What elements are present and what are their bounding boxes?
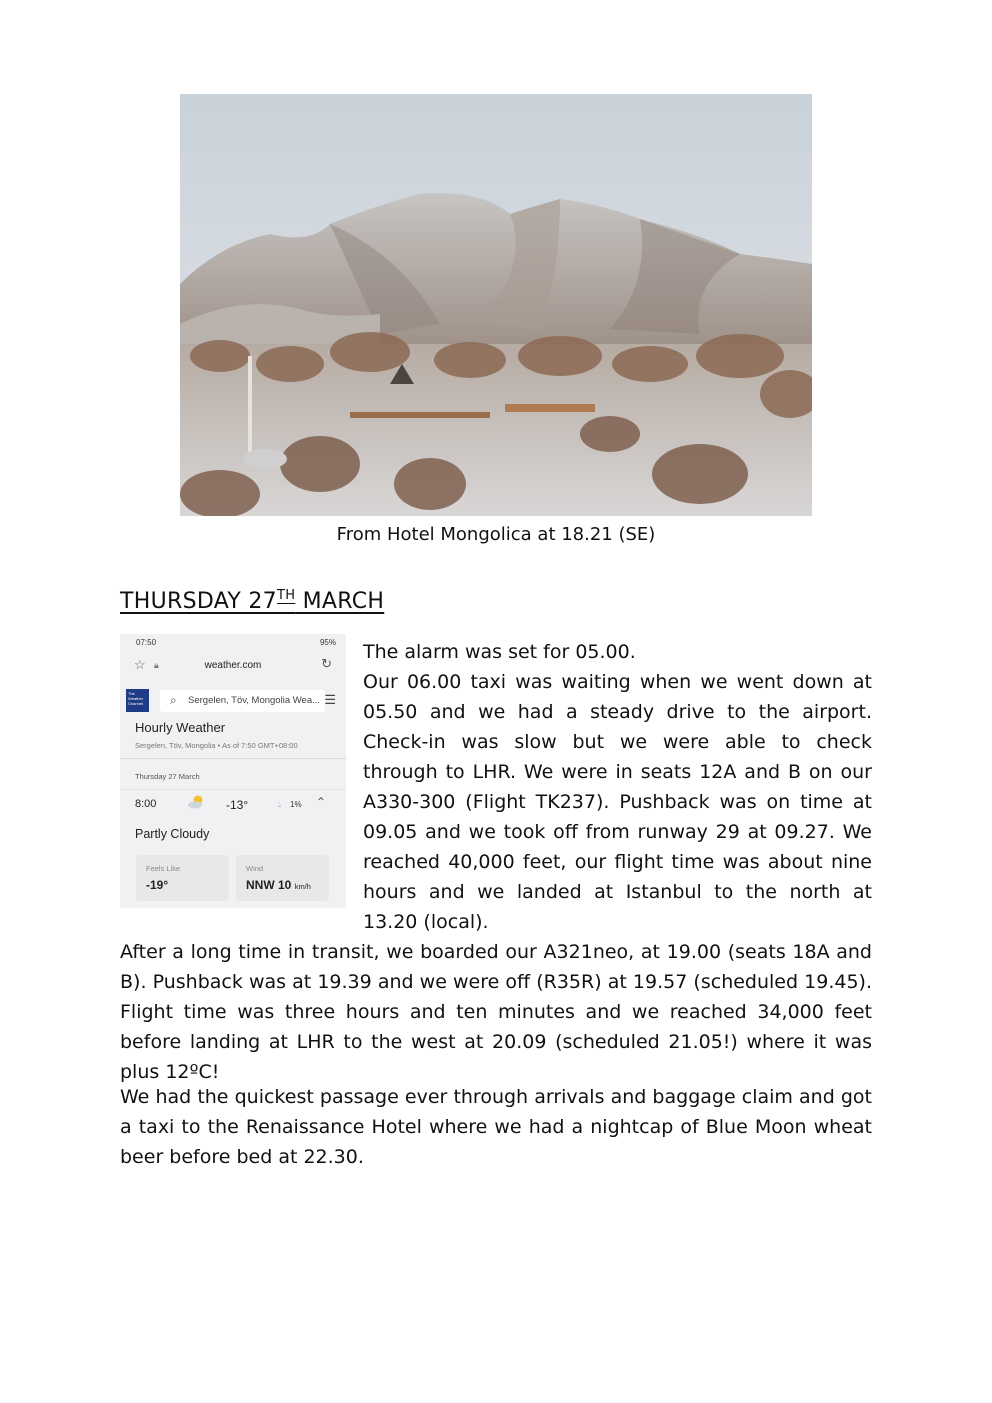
photo-caption: From Hotel Mongolica at 18.21 (SE) [336,524,656,545]
search-icon: ⌕ [170,693,177,707]
divider [120,758,346,759]
weather-date: Thursday 27 March [135,772,200,781]
paragraph-1-line-1: The alarm was set for 05.00. [363,641,636,663]
search-box [160,690,325,712]
wind-label: Wind [246,864,264,873]
lock-icon: 🔒︎ [154,660,159,670]
forecast-temperature: -13° [226,798,249,812]
paragraph-1 [363,637,872,937]
wind-unit: km/h [294,882,311,891]
feels-like-label: Feels Like [146,864,181,873]
battery-level: 95% [319,638,336,647]
wind-value: NNW 10 [246,878,292,892]
forecast-time: 8:00 [135,798,157,810]
heading-text: THURSDAY 27 [120,589,277,614]
wind-value-wrap [246,878,311,892]
heading-text-end: MARCH [295,589,385,614]
precip-chance: 1% [290,800,302,809]
status-time: 07:50 [136,638,157,647]
url-bar: weather.com [204,660,262,671]
wind-card [236,855,329,901]
paragraph-1-body: Our 06.00 taxi was waiting when we went down at 05.50 and we had a steady drive to the airport. Check-in was slow but we were able to check through to LHR. We were in seats 12A and B on our A330-300 (Flight TK237). Pushback was on time at 09.05 and we took off from runway 29 at 09.27. We reached 40,000 feet, our flight time was about nine hours and we landed at Istanbul to the north at 13.20 (local). [363,671,872,933]
weather-channel-logo: The Weather Channel [126,689,149,712]
reload-icon: ↻ [321,656,332,671]
weather-subtitle: Sergelen, Töv, Mongolia • As of 7:50 GMT+08:00 [135,741,298,750]
heading-superscript: TH [276,588,296,603]
feels-like-value: -19° [146,878,169,892]
divider [120,789,346,790]
paragraph-3: We had the quickest passage ever through arrivals and baggage claim and got a taxi to the Renaissance Hotel where we had a nightcap of Blue Moon wheat beer before bed at 22.30. [120,1086,872,1168]
status-bar [136,638,336,647]
feels-like-card [136,855,229,901]
star-icon: ☆ [134,657,146,672]
partly-cloudy-icon [187,795,205,809]
section-heading [120,580,384,618]
weather-title: Hourly Weather [135,720,226,735]
landscape-photo [180,94,812,516]
weather-condition: Partly Cloudy [135,827,210,841]
raindrop-icon: 💧︎ [278,800,282,809]
chevron-up-icon: ⌃ [316,795,327,809]
search-text: Sergelen, Töv, Mongolia Wea... [188,695,321,706]
paragraph-2: After a long time in transit, we boarded our A321neo, at 19.00 (seats 18A and B). Pushback was at 19.39 and we were off (R35R) at 19.57 (scheduled 19.45). Flight time was three hours and ten minutes and we reached 34,000 feet before landing at LHR to the west at 20.09 (scheduled 21.05!) where it was plus 12ºC! [120,941,872,1083]
menu-icon: ☰ [324,692,336,707]
weather-screenshot [120,634,346,908]
